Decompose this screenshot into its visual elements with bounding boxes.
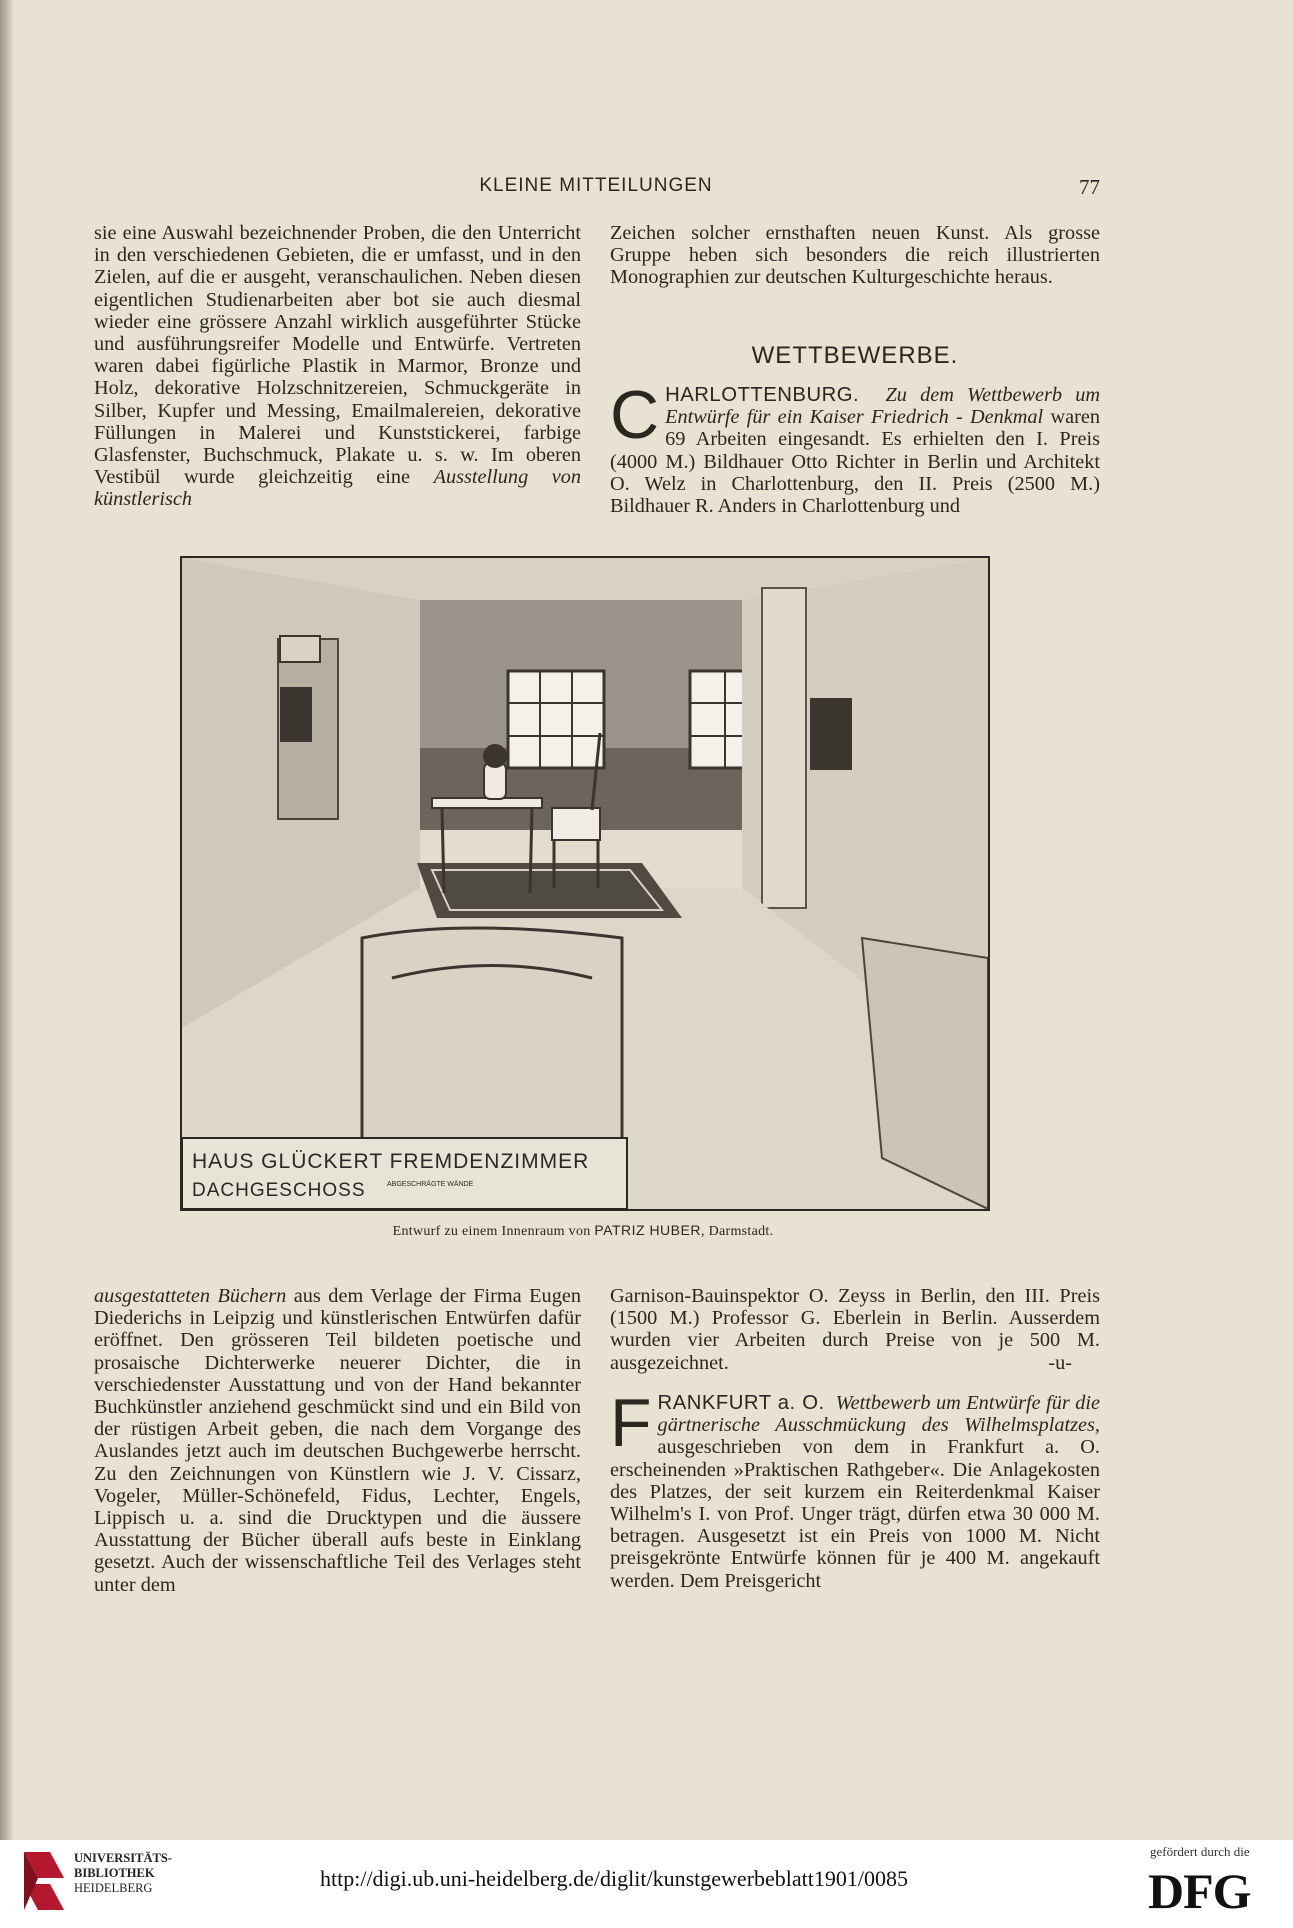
body-text: sie eine Auswahl bezeichnender Proben, die den Unterricht in den verschiedenen Gebieten, die er umfasst, und in den Zielen, auf die er ausgeht, veranschaulichen. Neben diesen eigentlichen Studienarbeiten aber bot sie auch diesmal wieder eine grössere Anzahl wirklich ausgeführter Stücke und ausführungsreifer Modelle und Entwürfe. Vertreten waren dabei figürliche Plastik in Marmor, Bronze und Holz, dekorative Holzschnitzereien, Schmuckgeräte in Silber, Kupfer und Messing, Emailmalereien, dekorative Füllungen in Malerei und Kunststickerei, farbige Glasfenster, Buchschmuck, Plakate u. s. w. Im oberen Vestibül wurde gleichzeitig eine bbox=[94, 222, 581, 489]
italic-text: Ausstellung von künstlerisch bbox=[94, 466, 581, 511]
body-text: Garnison-Bauinspektor O. Zeyss in Berlin, den III. Preis (1500 M.) Professor G. Eberlein in Berlin. Ausserdem wurden vier Arbeiten durch Preise von je 500 M. ausgezeichnet. bbox=[610, 1285, 1100, 1374]
library-logo-icon bbox=[20, 1848, 68, 1918]
library-name bbox=[74, 1851, 172, 1896]
column-top-right bbox=[610, 222, 1100, 289]
wall-picture-right bbox=[810, 698, 852, 770]
caption-suffix: , Darmstadt. bbox=[700, 1224, 774, 1239]
section-heading: WETTBEWERBE. bbox=[751, 342, 959, 369]
dropcap: F bbox=[610, 1385, 652, 1462]
body-text: ausgeschrieben von dem in Frankfurt a. O. erscheinenden »Praktischen Rathgeber«. Die Anlagekosten des Platzes, der seit kurzem ein Reiterdenkmal Kaiser Wilhelm's I. von Prof. Unger trägt, dürfen etwa 30 000 M. betragen. Ausgesetzt ist ein Preis von 1000 M. Nicht preisgekrönte Entwürfe können für je 400 M. angekauft werden. Dem Preisgericht bbox=[610, 1436, 1100, 1592]
library-name-line: HEIDELBERG bbox=[74, 1881, 153, 1895]
place-name: RANKFURT a. O. bbox=[657, 1392, 825, 1415]
window-left bbox=[508, 671, 604, 768]
entry-frankfurt bbox=[610, 1385, 1101, 1592]
entry-charlottenburg bbox=[610, 377, 1100, 518]
running-title: KLEINE MITTEILUNGEN bbox=[479, 175, 713, 196]
column-bottom-right bbox=[610, 1285, 1100, 1592]
signature: -u- bbox=[1048, 1351, 1072, 1374]
column-bottom-left bbox=[94, 1285, 581, 1596]
interior-illustration bbox=[180, 556, 990, 1211]
funding-note: gefördert durch die bbox=[1150, 1844, 1250, 1859]
vase bbox=[483, 744, 507, 799]
paragraph bbox=[94, 222, 581, 511]
right-pilaster bbox=[762, 588, 806, 908]
inscription-note: ABGESCHRÄGTE WÄNDE bbox=[387, 1181, 474, 1188]
italic-title: Zu dem Wettbewerb um Entwürfe für ein Kaiser Friedrich - Denkmal bbox=[665, 384, 1100, 429]
body-text: waren 69 Arbeiten eingesandt. Es erhielten den I. Preis (4000 M.) Bildhauer Otto Richter in Berlin und Architekt O. Welz in Charlottenburg, den II. Preis (2500 M.) Bildhauer R. Anders in Charlottenburg und bbox=[610, 406, 1100, 518]
caption-artist: PATRIZ HUBER bbox=[594, 1222, 701, 1238]
wall-picture-left bbox=[280, 687, 312, 742]
funder-logo: DFG bbox=[1148, 1863, 1251, 1919]
caption-prefix: Entwurf zu einem Innenraum von bbox=[392, 1224, 595, 1239]
page-number: 77 bbox=[1079, 175, 1100, 199]
inscription-title: HAUS GLÜCKERT FREMDENZIMMER bbox=[192, 1150, 590, 1173]
body-text: aus dem Verlage der Firma Eugen Diederichs in Leipzig und künstlerischen Entwürfen dafür eröffnet. Den grösseren Teil bildeten poetische und prosaische Dichterwerke neuerer Dichter, die in verschiedenster Ausstattung und von der Hand bekannter Buchkünstler anziehend geschmückt sind und ein Bild von der rüstigen Arbeit geben, die nach dem Vorgange des Auslandes jetzt auch im deutschen Buchgewerbe herrscht. Zu den Zeichnungen von Künstlern wie J. V. Cissarz, Vogeler, Müller-Schönefeld, Fidus, Lechter, Engels, Lippisch u. a. sind die Drucktypen und die äussere Ausstattung der Bücher überall aufs beste in Einklang gesetzt. Auch der wissenschaftliche Teil des Verlages steht unter dem bbox=[94, 1285, 581, 1596]
illustration-caption bbox=[180, 1222, 986, 1240]
column-top-left bbox=[94, 222, 581, 511]
source-url-link[interactable]: http://digi.ub.uni-heidelberg.de/diglit/kunstgewerbeblatt1901/0085 bbox=[320, 1866, 909, 1891]
interior-drawing bbox=[182, 558, 988, 1209]
paragraph bbox=[610, 377, 1100, 518]
dropcap: C bbox=[610, 377, 660, 453]
paragraph: Zeichen solcher ernsthaften neuen Kunst. Als grosse Gruppe heben sich besonders die reich illustrierten Monographien zur deutschen Kulturgeschichte heraus. bbox=[610, 222, 1100, 289]
page-header bbox=[92, 175, 1100, 205]
paragraph bbox=[94, 1285, 581, 1596]
italic-text: ausgestatteten Büchern bbox=[94, 1285, 287, 1307]
library-name-line: UNIVERSITÄTS- bbox=[74, 1851, 172, 1865]
wall-shelf bbox=[280, 636, 320, 662]
italic-title: Wettbewerb um Entwürfe für die gärtnerische Ausschmückung des Wilhelmsplatzes, bbox=[657, 1392, 1101, 1437]
library-name-line: BIBLIOTHEK bbox=[74, 1866, 155, 1880]
place-name: HARLOTTENBURG. bbox=[665, 384, 860, 406]
inscription-floor: DACHGESCHOSS bbox=[192, 1180, 366, 1201]
